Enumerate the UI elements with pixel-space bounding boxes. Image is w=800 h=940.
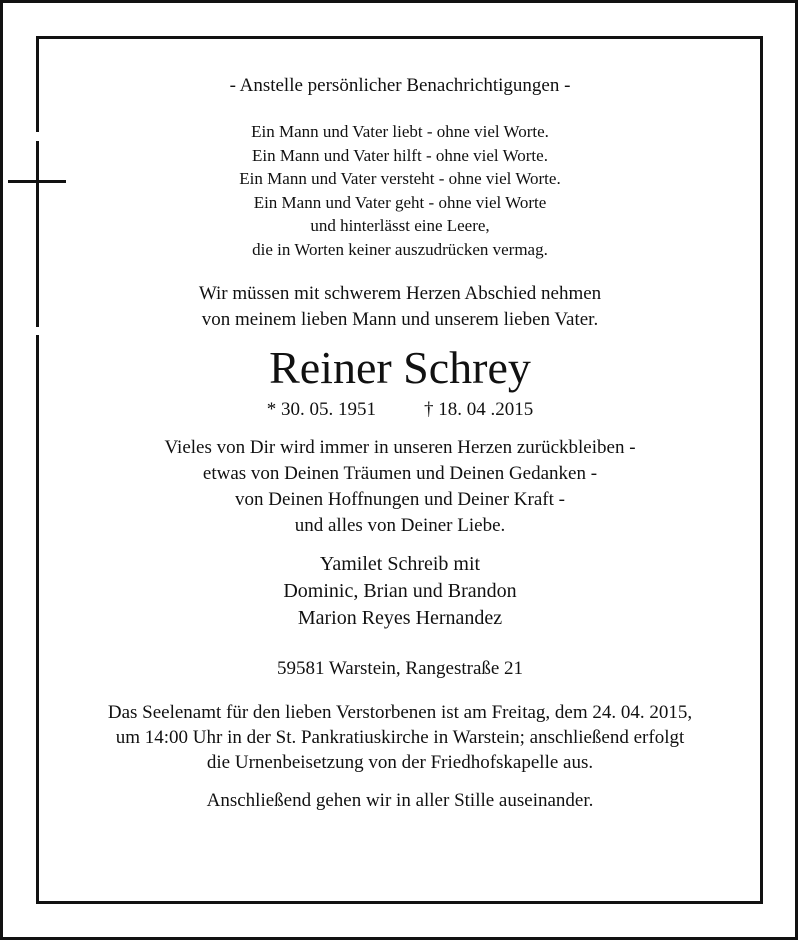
inner-border-left-lower — [36, 335, 39, 904]
poem-line: die in Worten keiner auszudrücken vermag. — [252, 239, 548, 259]
notice-heading: - Anstelle persönlicher Benachrichtigungen - — [229, 75, 571, 96]
inner-border-top — [36, 36, 763, 39]
memory-line: von Deinen Hoffnungen und Deiner Kraft - — [235, 489, 565, 510]
poem-line: Ein Mann und Vater versteht - ohne viel Worte. — [239, 169, 561, 188]
memory-line: und alles von Deiner Liebe. — [294, 515, 506, 536]
memory-line: Vieles von Dir wird immer in unseren Herzen zurückbleiben - — [164, 437, 636, 458]
inner-border-right — [760, 36, 763, 904]
address: 59581 Warstein, Rangestraße 21 — [276, 658, 524, 679]
poem-line: Ein Mann und Vater geht - ohne viel Worte — [253, 192, 547, 212]
farewell-line: Wir müssen mit schwerem Herzen Abschied nehmen — [198, 283, 602, 304]
closing-text: Anschließend gehen wir in aller Stille auseinander. — [206, 790, 594, 811]
poem-line: Ein Mann und Vater hilft - ohne viel Worte. — [252, 145, 548, 165]
life-dates — [40, 397, 760, 423]
family-line: Marion Reyes Hernandez — [297, 607, 503, 629]
farewell-text — [40, 281, 760, 333]
inner-border-bottom — [36, 901, 763, 904]
service-info — [40, 700, 760, 775]
obituary-content — [40, 60, 760, 814]
family-line: Dominic, Brian und Brandon — [283, 580, 517, 602]
service-line: die Urnenbeisetzung von der Friedhofskapelle aus. — [206, 752, 594, 773]
poem-line: und hinterlässt eine Leere, — [310, 216, 490, 235]
death-date: † 18. 04 .2015 — [424, 399, 534, 420]
poem — [40, 120, 760, 261]
birth-date: * 30. 05. 1951 — [266, 399, 376, 420]
cross-vertical-bar — [36, 141, 39, 327]
memory-text — [40, 435, 760, 539]
deceased-name: Reiner Schrey — [269, 342, 531, 393]
farewell-line: von meinem lieben Mann und unserem lieben Vater. — [201, 309, 599, 330]
inner-border-left-upper — [36, 36, 39, 132]
poem-line: Ein Mann und Vater liebt - ohne viel Worte. — [251, 122, 549, 141]
family-line: Yamilet Schreib mit — [319, 553, 481, 575]
service-line: um 14:00 Uhr in der St. Pankratiuskirche in Warstein; anschließend erfolgt — [115, 727, 685, 748]
service-line: Das Seelenamt für den lieben Verstorbenen ist am Freitag, dem 24. 04. 2015, — [107, 702, 693, 723]
family-names — [40, 551, 760, 632]
memory-line: etwas von Deinen Träumen und Deinen Gedanken - — [202, 463, 598, 484]
